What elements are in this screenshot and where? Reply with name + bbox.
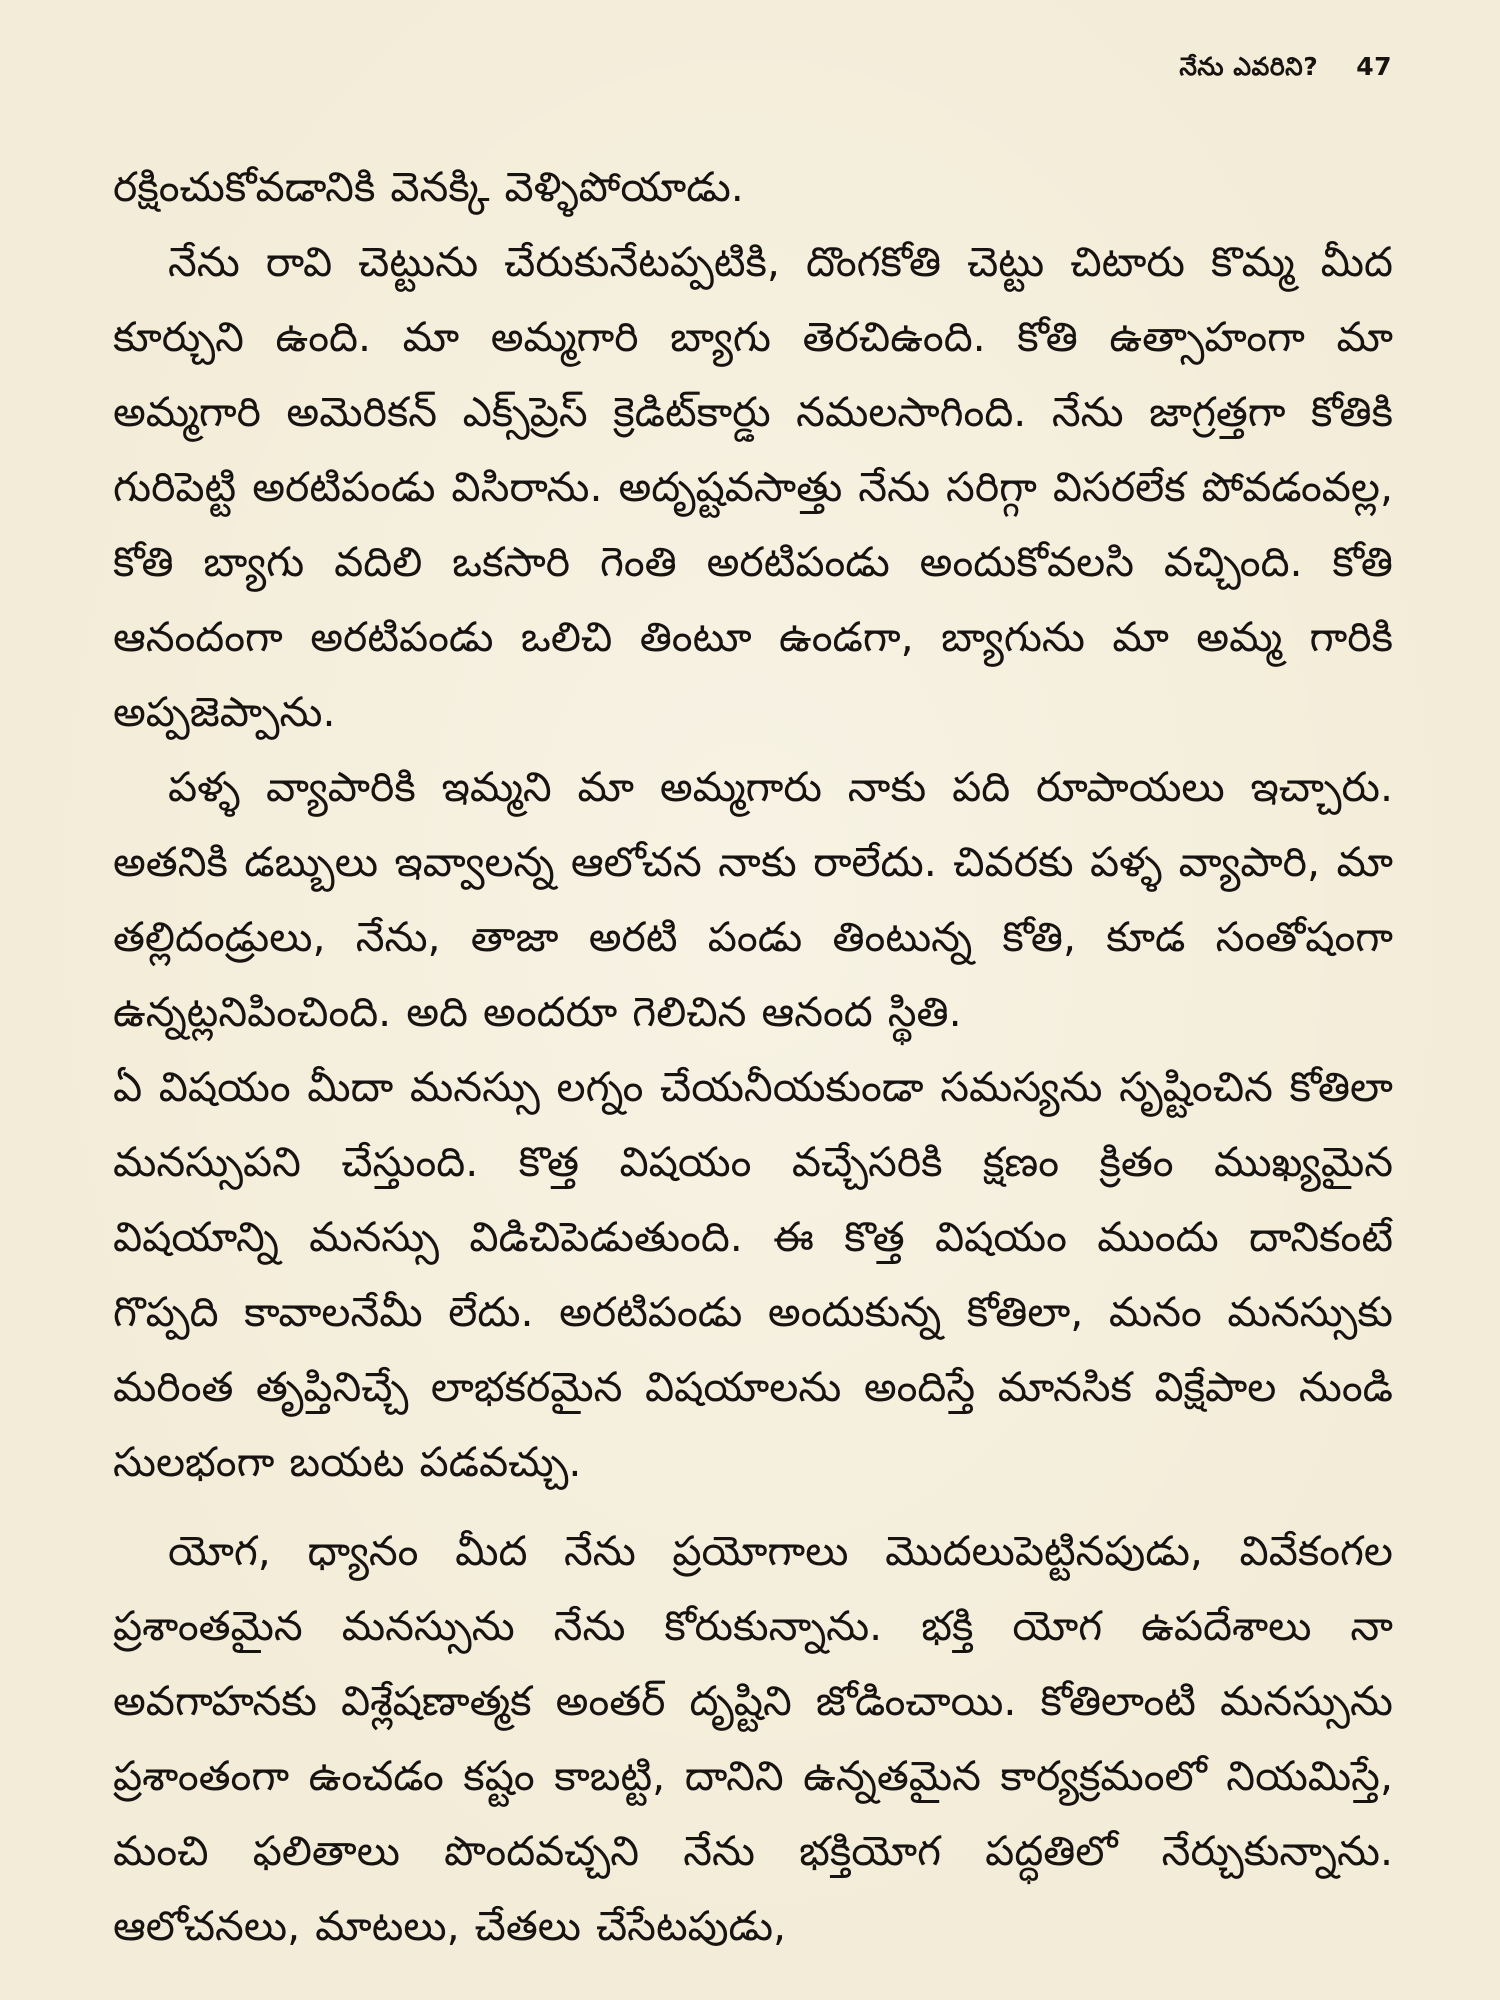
paragraph-continuation: రక్షించుకోవడానికి వెనక్కి వెళ్ళిపోయాడు. [113, 163, 744, 211]
paragraph-yoga-meditation: యోగ, ధ్యానం మీద నేను ప్రయోగాలు మొదలుపెట్టినపుడు, వివేకంగల ప్రశాంతమైన మనస్సును నేను కోరుకున్నాను. భక్తి యోగ ఉపదేశాలు నా అవగాహనకు విశ్లేషణాత్మక అంతర్ దృష్టిని జోడించాయి. కోతిలాంటి మనస్సును ప్రశాంతంగా ఉంచడం కష్టం కాబట్టి, దానిని ఉన్నతమైన కార్యక్రమంలో నియమిస్తే, మంచి ఫలితాలు పొందవచ్చని నేను భక్తియోగ పద్ధతిలో నేర్చుకున్నాను. ఆలోచనలు, మాటలు, చేతలు చేసేటపుడు, [113, 1527, 1393, 1950]
paragraph-mind-monkey: ఏ విషయం మీదా మనస్సు లగ్నం చేయనీయకుండా సమస్యను సృష్టించిన కోతిలా మనస్సుపని చేస్తుంది. కొత్త విషయం వచ్చేసరికి క్షణం క్రితం ముఖ్యమైన విషయాన్ని మనస్సు విడిచిపెడుతుంది. ఈ కొత్త విషయం ముందు దానికంటే గొప్పది కావాలనేమీ లేదు. అరటిపండు అందుకున్న కోతిలా, మనం మనస్సుకు మరింత తృప్తినిచ్చే లాభకరమైన విషయాలను అందిస్తే మానసిక విక్షేపాల నుండి సులభంగా బయట పడవచ్చు. [113, 1063, 1393, 1486]
paragraph-fruit-vendor: పళ్ళ వ్యాపారికి ఇమ్మని మా అమ్మగారు నాకు పది రూపాయలు ఇచ్చారు. అతనికి డబ్బులు ఇవ్వాలన్న ఆలోచన నాకు రాలేదు. చివరకు పళ్ళ వ్యాపారి, మా తల్లిదండ్రులు, నేను, తాజా అరటి పండు తింటున్న కోతి, కూడ సంతోషంగా ఉన్నట్లనిపించింది. అది అందరూ గెలిచిన ఆనంద స్థితి. [113, 763, 1393, 1036]
body-text [113, 150, 1393, 1964]
chapter-title: నేను ఎవరిని? [1179, 52, 1319, 81]
paragraph-monkey-tree: నేను రావి చెట్టును చేరుకునేటప్పటికి, దొంగకోతి చెట్టు చిటారు కొమ్మ మీద కూర్చుని ఉంది. మా అమ్మగారి బ్యాగు తెరచిఉంది. కోతి ఉత్సాహంగా మా అమ్మగారి అమెరికన్ ఎక్స్‌ప్రెస్ క్రెడిట్‌కార్డు నమలసాగింది. నేను జాగ్రత్తగా కోతికి గురిపెట్టి అరటిపండు విసిరాను. అదృష్టవసాత్తు నేను సరిగ్గా విసరలేక పోవడంవల్ల, కోతి బ్యాగు వదిలి ఒకసారి గెంతి అరటిపండు అందుకోవలసి వచ్చింది. కోతి ఆనందంగా అరటిపండు ఒలిచి తింటూ ఉండగా, బ్యాగును మా అమ్మ గారికి అప్పజెప్పాను. [113, 238, 1393, 736]
running-head [1179, 52, 1392, 88]
page-number: 47 [1356, 52, 1392, 81]
